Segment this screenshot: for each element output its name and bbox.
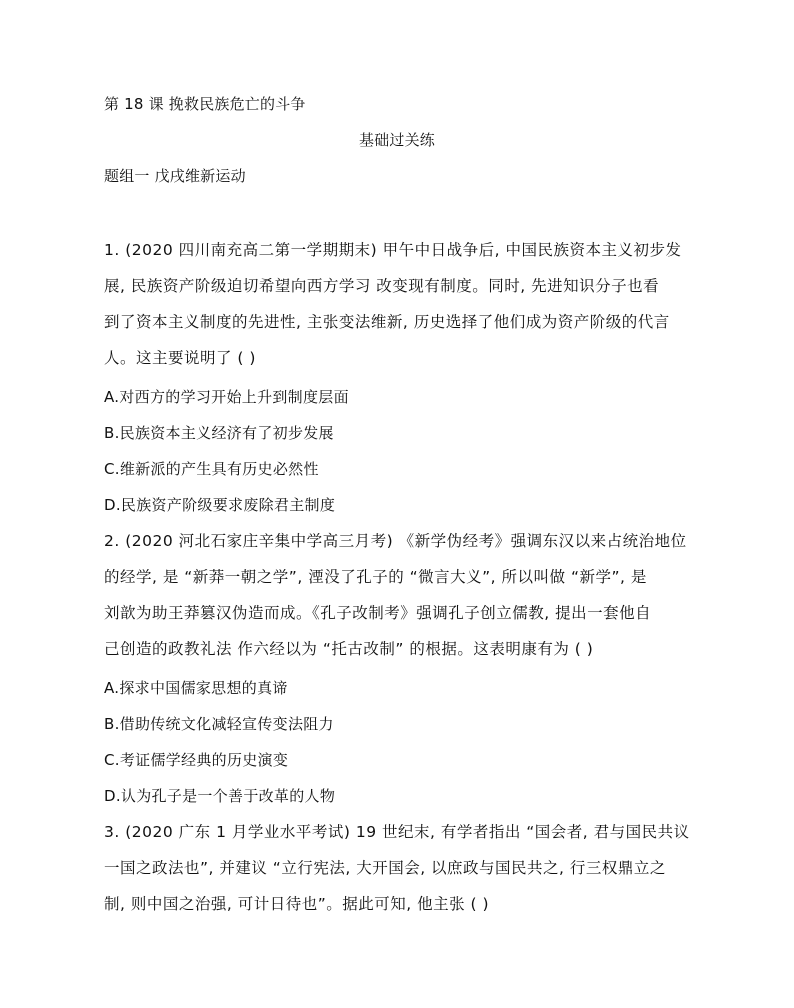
question-1-option-d: D.民族资产阶级要求废除君主制度 <box>104 496 336 514</box>
question-3-line-1: 3. (2020 广东 1 月学业水平考试) 19 世纪末, 有学者指出 “国会者, 君与国民共议 <box>104 823 690 841</box>
question-2-line-1: 2. (2020 河北石家庄辛集中学高三月考) 《新学伪经考》强调东汉以来占统治地位 <box>104 532 687 550</box>
question-1-line-1: 1. (2020 四川南充高二第一学期期末) 甲午中日战争后, 中国民族资本主义初步发 <box>104 241 682 259</box>
question-1-line-3: 到了资本主义制度的先进性, 主张变法维新, 历史选择了他们成为资产阶级的代言 <box>104 313 670 331</box>
lesson-title: 第 18 课 挽救民族危亡的斗争 <box>104 95 306 113</box>
group-title: 题组一 戊戌维新运动 <box>104 167 246 185</box>
question-2-line-4: 己创造的政教礼法 作六经以为 “托古改制” 的根据。这表明康有为 ( ) <box>104 640 594 658</box>
question-2-line-3: 刘歆为助王莽篡汉伪造而成。《孔子改制考》强调孔子创立儒教, 提出一套他自 <box>104 604 652 622</box>
question-1-option-a: A.对西方的学习开始上升到制度层面 <box>104 388 349 406</box>
question-1-line-2: 展, 民族资产阶级迫切希望向西方学习 改变现有制度。同时, 先进知识分子也看 <box>104 277 660 295</box>
question-2-option-b: B.借助传统文化减轻宣传变法阻力 <box>104 715 334 733</box>
question-1-line-4: 人。这主要说明了 ( ) <box>104 349 256 367</box>
question-1-option-c: C.维新派的产生具有历史必然性 <box>104 460 319 478</box>
question-2-option-d: D.认为孔子是一个善于改革的人物 <box>104 787 336 805</box>
question-2-option-c: C.考证儒学经典的历史演变 <box>104 751 289 769</box>
question-2-line-2: 的经学, 是 “新莽一朝之学”, 湮没了孔子的 “微言大义”, 所以叫做 “新学”, 是 <box>104 568 647 586</box>
question-1-option-b: B.民族资本主义经济有了初步发展 <box>104 424 334 442</box>
question-2-option-a: A.探求中国儒家思想的真谛 <box>104 679 288 697</box>
question-3-line-2: 一国之政法也”, 并建议 “立行宪法, 大开国会, 以庶政与国民共之, 行三权鼎立之 <box>104 859 666 877</box>
section-title: 基础过关练 <box>358 131 435 149</box>
question-3-line-3: 制, 则中国之治强, 可计日待也”。据此可知, 他主张 ( ) <box>104 895 490 913</box>
